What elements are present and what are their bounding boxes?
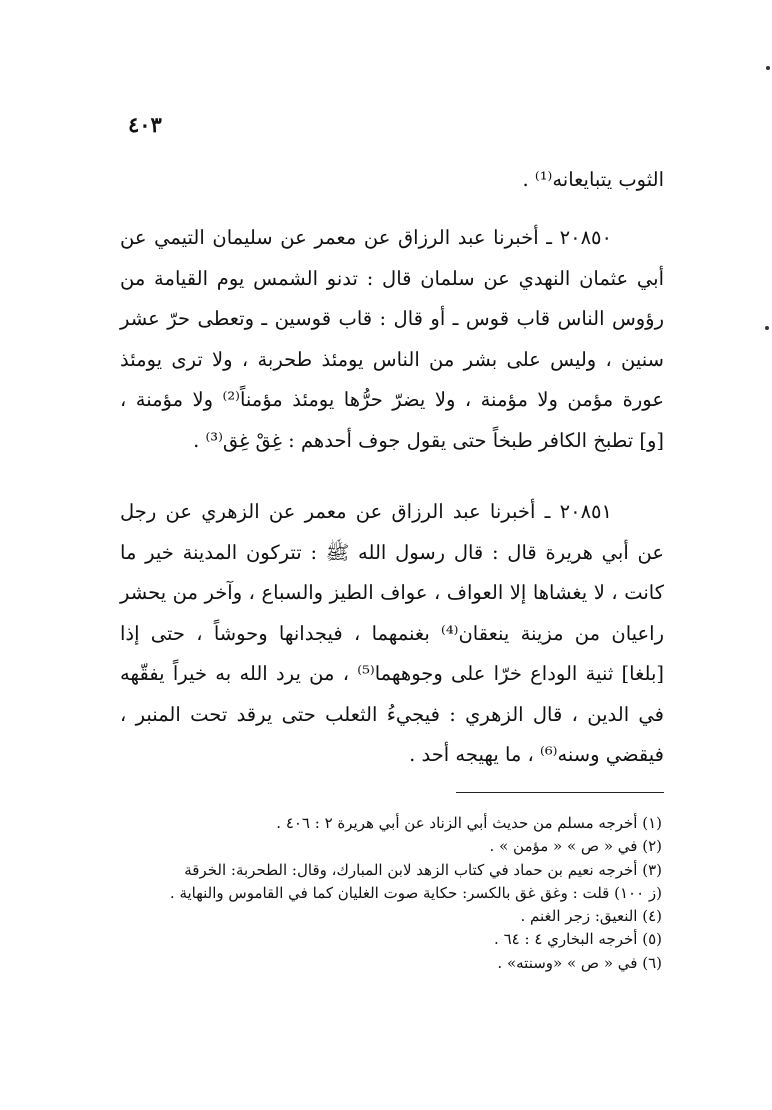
footnote-item: (٥) أخرجه البخاري ٤ : ٦٤ . — [494, 930, 662, 949]
hadith-line: عورة مؤمن ولا مؤمنة ، ولا يضرّ حرُّها يومئذ مؤمناً⁽²⁾ ولا مؤمنة ، — [120, 388, 664, 411]
hadith-line: [بلغا] ثنية الوداع خرّا على وجوههما⁽⁵⁾ ، من يرد الله به خيراً يفقّهه — [120, 662, 664, 685]
hadith-20851 — [120, 492, 664, 776]
intro-line: الثوب يتبايعانه⁽¹⁾ . — [522, 168, 664, 191]
footnote-item: (١) أخرجه مسلم من حديث أبي الزناد عن أبي هريرة ٢ : ٤٠٦ . — [276, 814, 662, 832]
hadith-line: سنين ، وليس على بشر من الناس يومئذ طحربة ، ولا ترى يومئذ — [120, 347, 664, 371]
footnote-item: (ز ١٠٠) قلت : وغق غق بالكسر: حكاية صوت الغليان كما في القاموس والنهاية . — [169, 883, 662, 902]
footnote-divider — [456, 792, 664, 793]
hadith-20850 — [120, 218, 664, 461]
hadith-line: ٢٠٨٥١ ـ أخبرنا عبد الرزاق عن معمر عن الزهري عن رجل — [120, 500, 612, 523]
footnote-item: (٣) أخرجه نعيم بن حماد في كتاب الزهد لابن المبارك، وقال: الطحربة: الخرقة — [184, 860, 662, 879]
hadith-line: في الدين ، قال الزهري : فيجيءُ الثعلب حتى يرقد تحت المنبر ، — [120, 702, 664, 726]
hadith-line: ٢٠٨٥٠ ـ أخبرنا عبد الرزاق عن معمر عن سليمان التيمي عن — [120, 226, 612, 249]
scan-speck — [765, 326, 769, 330]
hadith-line: رؤوس الناس قاب قوس ـ أو قال : قاب قوسين ـ وتعطى حرّ عشر — [120, 307, 664, 330]
hadith-line: فيقضي وسنه⁽⁶⁾ ، ما يهيجه أحد . — [409, 743, 664, 766]
footnotes — [150, 812, 662, 975]
footnote-item: (٤) النعيق: زجر الغنم . — [520, 907, 662, 926]
hadith-line: راعيان من مزينة ينعقان⁽⁴⁾ بغنمهما ، فيجدانها وحوشاً ، حتى إذا — [120, 621, 664, 645]
hadith-line: عن أبي هريرة قال : قال رسول الله ﷺ : تتركون المدينة خير ما — [120, 540, 664, 564]
intro-paragraph — [120, 160, 664, 201]
page-number: ٤٠٣ — [128, 112, 162, 137]
footnote-item: (٦) في « ص » «وسنته» . — [497, 953, 662, 972]
hadith-line: [و] تطبخ الكافر طبخاً حتى يقول جوف أحدهم : غِقْ غِق⁽³⁾ . — [193, 428, 664, 452]
footnote-item: (٢) في « ص » « مؤمن » . — [489, 837, 662, 856]
hadith-line: أبي عثمان النهدي عن سلمان قال : تدنو الشمس يوم القيامة من — [120, 266, 664, 290]
hadith-line: كانت ، لا يغشاها إلا العواف ، عواف الطيز والسباع ، وآخر من يحشر — [120, 581, 664, 604]
scan-speck — [766, 66, 770, 70]
